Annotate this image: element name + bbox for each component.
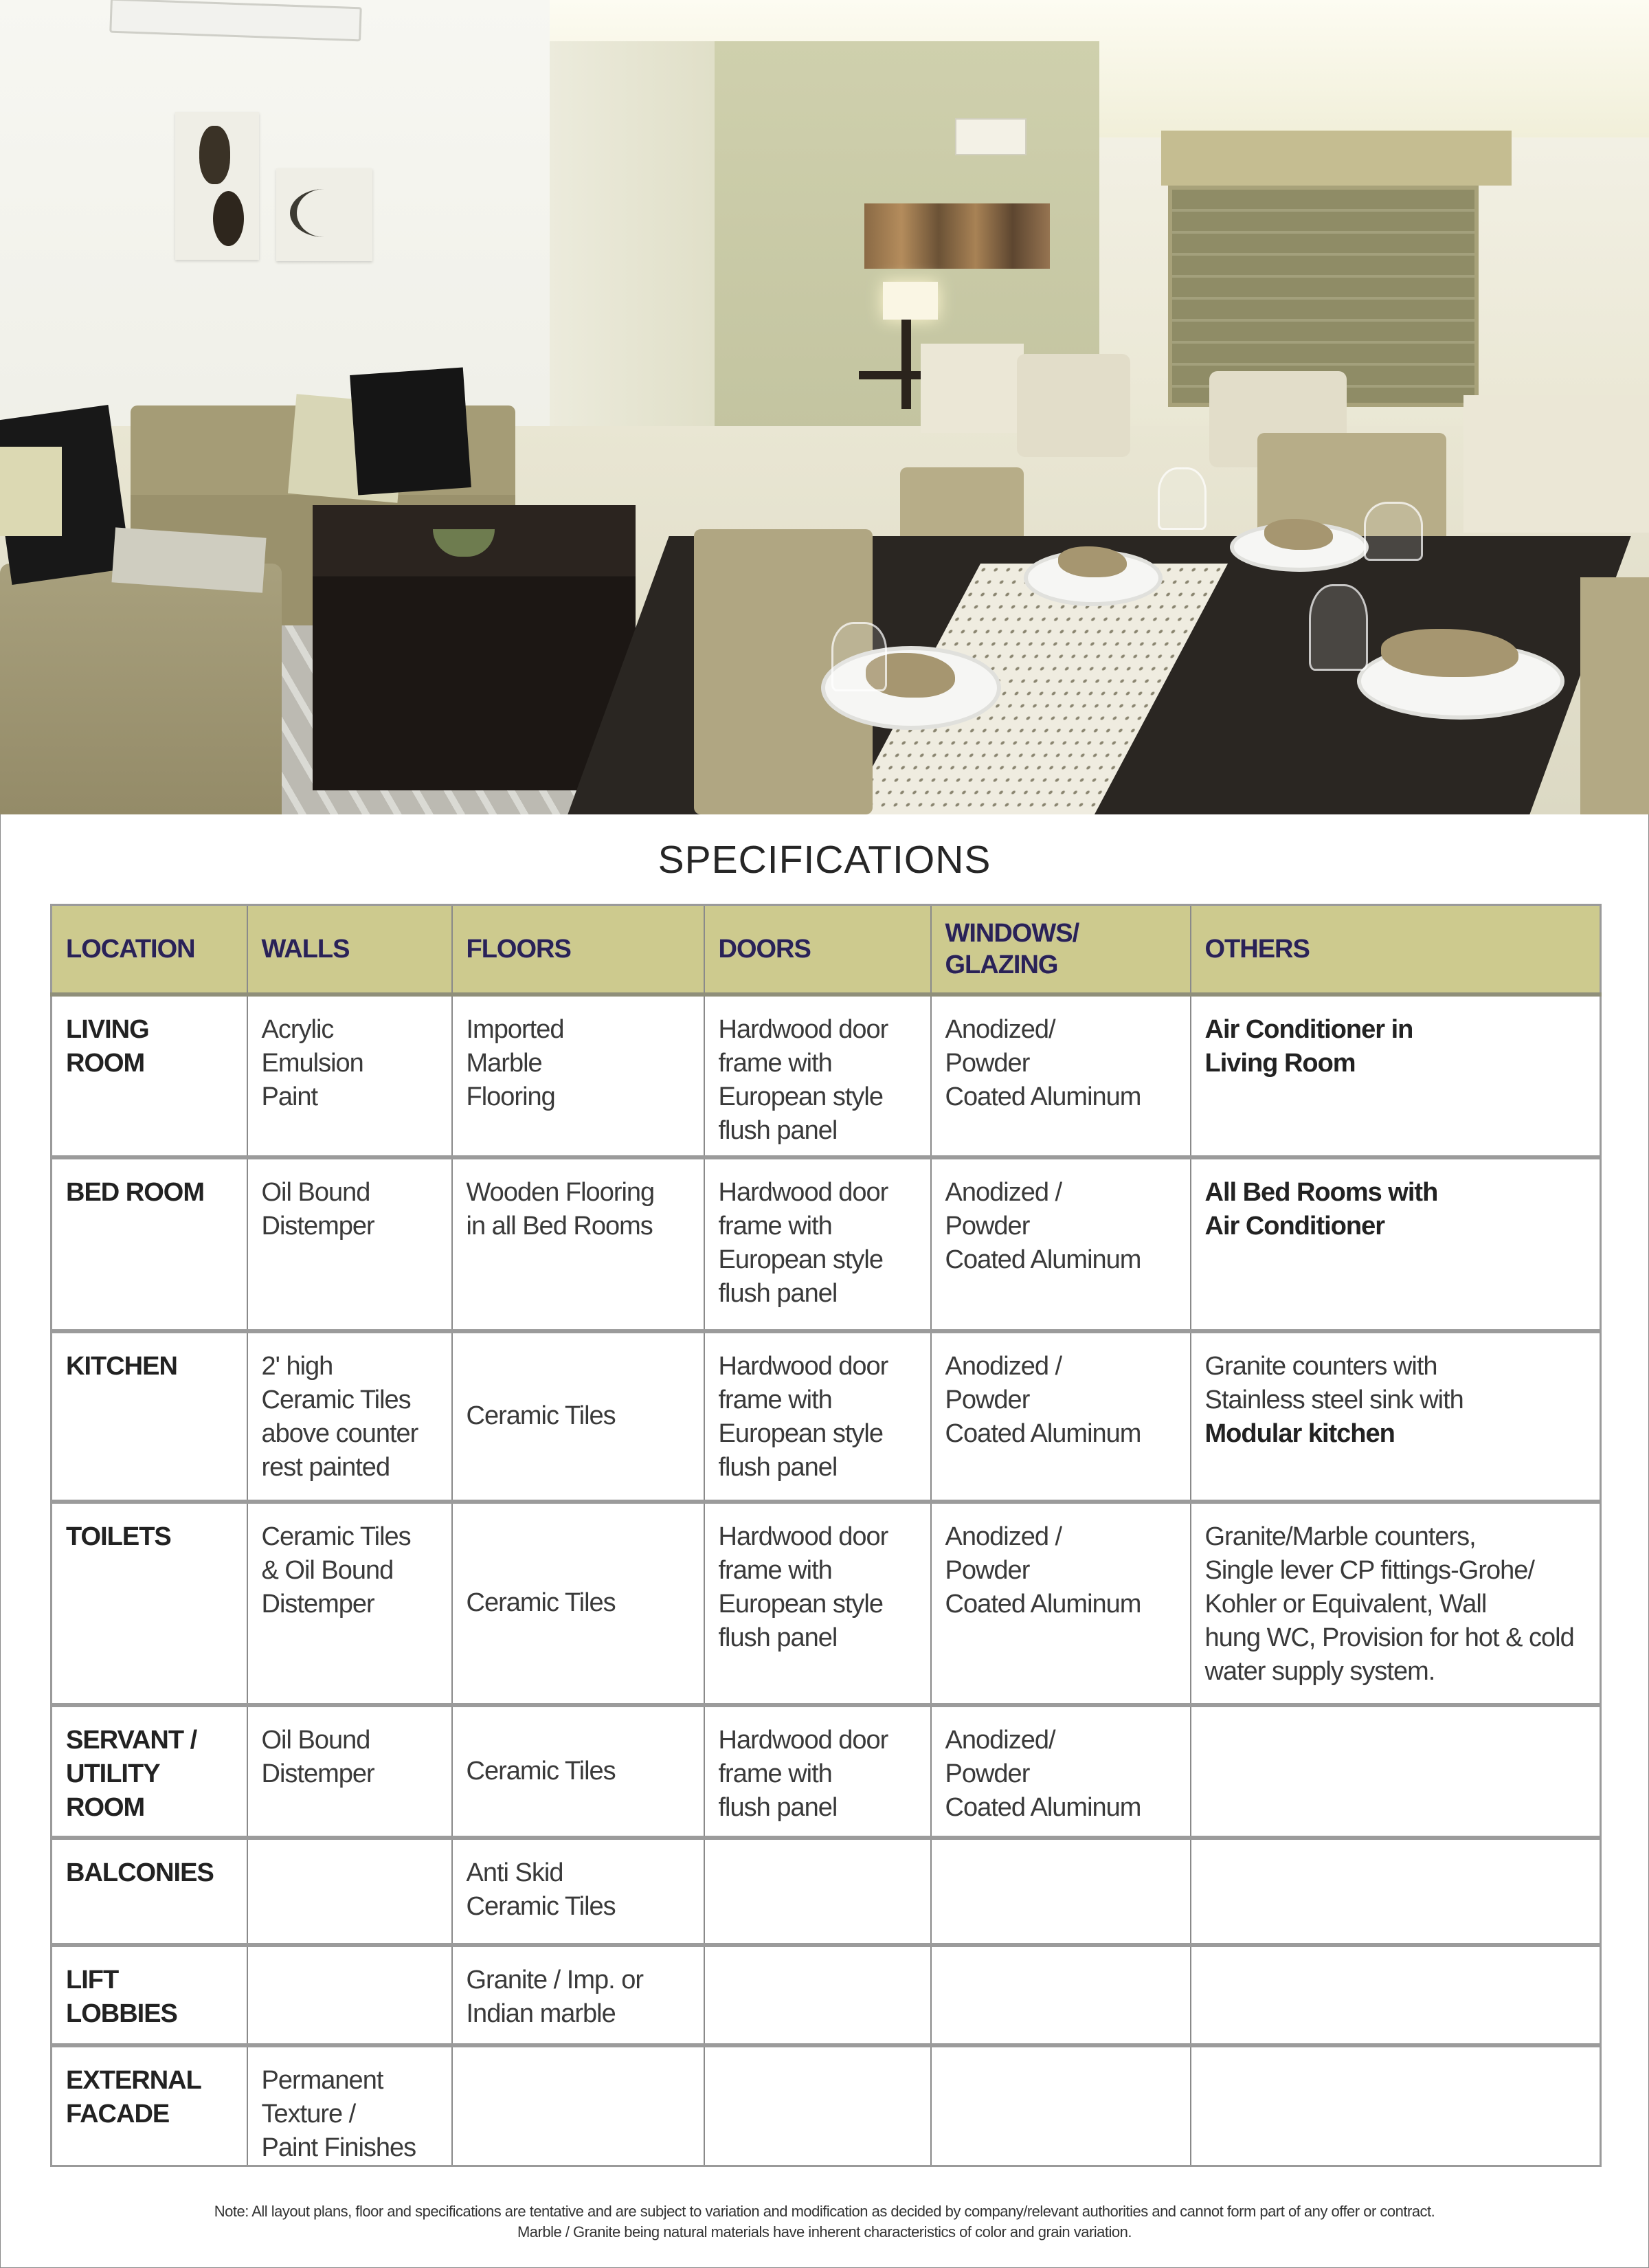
doors-text: Hardwood door [718, 1014, 888, 1044]
walls-text: Texture / [261, 2099, 356, 2128]
cell-doors [704, 1705, 931, 1838]
cell-location [52, 1157, 247, 1331]
walls-text: above counter [261, 1419, 418, 1448]
table-row [52, 994, 1601, 1157]
others-text: All Bed Rooms with [1204, 1177, 1438, 1207]
cell-windows [931, 1705, 1191, 1838]
table-row [52, 1502, 1601, 1705]
column-header-others: OTHERS [1191, 905, 1601, 994]
others-text: Air Conditioner in [1204, 1014, 1413, 1044]
page-title: SPECIFICATIONS [658, 838, 991, 882]
location-text: FACADE [66, 2099, 170, 2128]
cell-others [1191, 1157, 1601, 1331]
cell-others [1191, 1705, 1601, 1838]
floors-text: Indian marble [466, 1999, 616, 2028]
cell-floors [452, 1705, 704, 1838]
location-text: LIVING [66, 1014, 149, 1044]
cell-walls [247, 1502, 452, 1705]
doors-text: Hardwood door [718, 1177, 888, 1207]
cell-location [52, 1502, 247, 1705]
cell-doors [704, 1157, 931, 1331]
air-conditioner-icon [955, 118, 1027, 155]
cell-others [1191, 1945, 1601, 2045]
specifications-table [50, 904, 1602, 2167]
cell-windows [931, 1331, 1191, 1502]
windows-text: Anodized/ [945, 1014, 1055, 1044]
wine-glass-icon [831, 622, 887, 691]
floors-text: in all Bed Rooms [466, 1211, 653, 1241]
location-text: UTILITY [66, 1759, 160, 1788]
cushion [350, 367, 471, 495]
floors-text: Marble [466, 1048, 542, 1078]
others-text: Granite/Marble counters, [1204, 1522, 1476, 1551]
cell-others [1191, 1838, 1601, 1945]
sofa-white [921, 344, 1024, 433]
wine-glass-icon [1364, 502, 1423, 561]
doors-text: frame with [718, 1211, 832, 1241]
wall-art [276, 168, 372, 261]
floors-text: Ceramic Tiles [466, 1401, 616, 1430]
disclaimer-line-1: Note: All layout plans, floor and specifications are tentative and are subject to variation and modification as decided by company/relevant authorities and cannot form part of any offer or contract. [214, 2203, 1435, 2220]
walls-text: 2' high [261, 1351, 333, 1381]
location-text: ROOM [66, 1048, 145, 1078]
cell-doors [704, 1331, 931, 1502]
cell-floors [452, 1502, 704, 1705]
table-header-row [52, 905, 1601, 994]
walls-text: Paint [261, 1082, 318, 1111]
walls-text: rest painted [261, 1452, 390, 1482]
cell-location [52, 1705, 247, 1838]
walls-text: Distemper [261, 1211, 374, 1241]
windows-text: Powder [945, 1385, 1030, 1414]
walls-text: Distemper [261, 1589, 374, 1619]
cell-doors [704, 1502, 931, 1705]
doors-text: Hardwood door [718, 1725, 888, 1755]
walls-text: Ceramic Tiles [261, 1522, 411, 1551]
others-text: Modular kitchen [1204, 1419, 1395, 1448]
floors-text: Ceramic Tiles [466, 1891, 616, 1921]
windows-text: Anodized/ [945, 1725, 1055, 1755]
others-text: Living Room [1204, 1048, 1356, 1078]
windows-text: Coated Aluminum [945, 1082, 1141, 1111]
column-header-location: LOCATION [52, 905, 247, 994]
cushion [0, 447, 62, 536]
walls-text: Acrylic [261, 1014, 334, 1044]
cell-walls [247, 1838, 452, 1945]
doors-text: European style [718, 1589, 883, 1619]
doors-text: flush panel [718, 1792, 838, 1822]
photo-valance [1161, 131, 1512, 186]
cell-others [1191, 994, 1601, 1157]
walls-text: Oil Bound [261, 1725, 370, 1755]
cell-windows [931, 1157, 1191, 1331]
doors-text: flush panel [718, 1623, 838, 1652]
windows-text: Powder [945, 1555, 1030, 1585]
others-text: water supply system. [1204, 1656, 1435, 1686]
wall-art-panels [864, 203, 1050, 269]
windows-text: Anodized / [945, 1351, 1062, 1381]
doors-text: frame with [718, 1555, 832, 1585]
location-text: KITCHEN [66, 1351, 177, 1381]
column-header-floors: FLOORS [452, 905, 704, 994]
cell-windows [931, 1945, 1191, 2045]
table-row [52, 1157, 1601, 1331]
table-row [52, 1945, 1601, 2045]
others-text: Granite counters with [1204, 1351, 1437, 1381]
floors-text: Anti Skid [466, 1858, 563, 1887]
cell-location [52, 2045, 247, 2166]
location-text: BED ROOM [66, 1177, 204, 1207]
windows-text: Anodized / [945, 1177, 1062, 1207]
doors-text: frame with [718, 1385, 832, 1414]
location-text: LIFT [66, 1965, 119, 1994]
doors-text: European style [718, 1419, 883, 1448]
lamp-icon [883, 282, 938, 320]
cell-windows [931, 994, 1191, 1157]
table-row [52, 1705, 1601, 1838]
windows-text: Powder [945, 1048, 1030, 1078]
floors-text: Flooring [466, 1082, 555, 1111]
photo-wall-column [550, 41, 715, 454]
doors-text: Hardwood door [718, 1351, 888, 1381]
table-row [52, 1331, 1601, 1502]
cell-floors [452, 1945, 704, 2045]
floors-text: Ceramic Tiles [466, 1756, 616, 1786]
wall-art [175, 112, 259, 260]
armchair [1017, 354, 1130, 457]
cell-doors [704, 994, 931, 1157]
location-text: SERVANT / [66, 1725, 197, 1755]
walls-text: Ceramic Tiles [261, 1385, 411, 1414]
others-text: hung WC, Provision for hot & cold [1204, 1623, 1574, 1652]
sofa [0, 564, 282, 814]
doors-text: Hardwood door [718, 1522, 888, 1551]
others-text: Air Conditioner [1204, 1211, 1385, 1241]
doors-text: European style [718, 1245, 883, 1274]
column-header-doors: DOORS [704, 905, 931, 994]
windows-text: Powder [945, 1211, 1030, 1241]
table-row [52, 2045, 1601, 2166]
wine-glass-icon [1158, 467, 1207, 530]
interior-photo [0, 0, 1649, 814]
location-text: TOILETS [66, 1522, 171, 1551]
location-text: ROOM [66, 1792, 145, 1822]
cell-others [1191, 2045, 1601, 2166]
cell-walls [247, 1705, 452, 1838]
cell-walls [247, 1945, 452, 2045]
sofa-white [1463, 395, 1649, 533]
doors-text: flush panel [718, 1115, 838, 1145]
doors-text: frame with [718, 1048, 832, 1078]
cell-floors [452, 994, 704, 1157]
others-text: Kohler or Equivalent, Wall [1204, 1589, 1487, 1619]
column-header-windows-glazing: WINDOWS/ GLAZING [931, 905, 1191, 994]
cell-walls [247, 994, 452, 1157]
windows-text: Coated Aluminum [945, 1419, 1141, 1448]
windows-text: Coated Aluminum [945, 1792, 1141, 1822]
walls-text: Oil Bound [261, 1177, 370, 1207]
disclaimer-note [0, 2201, 1649, 2243]
dining-chair [1580, 577, 1649, 814]
cell-windows [931, 1838, 1191, 1945]
cell-walls [247, 1331, 452, 1502]
cell-windows [931, 2045, 1191, 2166]
cell-others [1191, 1502, 1601, 1705]
floors-text: Wooden Flooring [466, 1177, 655, 1207]
cell-location [52, 994, 247, 1157]
cushion [111, 527, 266, 592]
walls-text: & Oil Bound [261, 1555, 394, 1585]
walls-text: Emulsion [261, 1048, 363, 1078]
cell-doors [704, 2045, 931, 2166]
windows-text: Powder [945, 1759, 1030, 1788]
disclaimer-line-2: Marble / Granite being natural materials have inherent characteristics of color and grain variation. [517, 2223, 1132, 2241]
floors-text: Imported [466, 1014, 564, 1044]
cell-others [1191, 1331, 1601, 1502]
doors-text: flush panel [718, 1452, 838, 1482]
doors-text: European style [718, 1082, 883, 1111]
walls-text: Paint Finishes [261, 2133, 416, 2162]
windows-text: Coated Aluminum [945, 1245, 1141, 1274]
floors-text: Granite / Imp. or [466, 1965, 644, 1994]
cell-doors [704, 1945, 931, 2045]
cell-location [52, 1945, 247, 2045]
cell-floors [452, 1157, 704, 1331]
cell-walls [247, 2045, 452, 2166]
column-header-walls: WALLS [247, 905, 452, 994]
cell-walls [247, 1157, 452, 1331]
walls-text: Permanent [261, 2065, 383, 2095]
doors-text: frame with [718, 1759, 832, 1788]
windows-text: Anodized / [945, 1522, 1062, 1551]
table-row [52, 1838, 1601, 1945]
cell-floors [452, 1331, 704, 1502]
location-text: EXTERNAL [66, 2065, 201, 2095]
wine-glass-icon [1309, 584, 1368, 671]
cell-doors [704, 1838, 931, 1945]
walls-text: Distemper [261, 1759, 374, 1788]
cell-location [52, 1838, 247, 1945]
cell-floors [452, 1838, 704, 1945]
cell-floors [452, 2045, 704, 2166]
floors-text: Ceramic Tiles [466, 1588, 616, 1617]
cell-location [52, 1331, 247, 1502]
others-text: Single lever CP fittings-Grohe/ [1204, 1555, 1534, 1585]
doors-text: flush panel [718, 1278, 838, 1308]
location-text: BALCONIES [66, 1858, 214, 1887]
others-text: Stainless steel sink with [1204, 1385, 1463, 1414]
cell-windows [931, 1502, 1191, 1705]
location-text: LOBBIES [66, 1999, 177, 2028]
windows-text: Coated Aluminum [945, 1589, 1141, 1619]
